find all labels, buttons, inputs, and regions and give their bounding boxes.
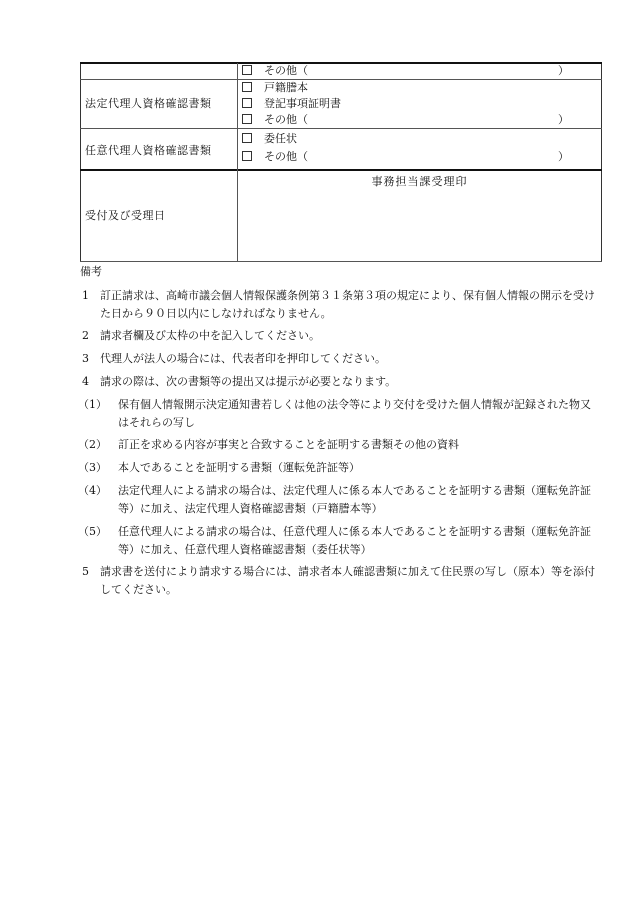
- column-divider: [237, 63, 238, 262]
- row-divider: [80, 128, 602, 129]
- reception-date-label: 受付及び受理日: [85, 209, 166, 222]
- checkbox-icon[interactable]: [242, 133, 252, 143]
- close-paren: ）: [558, 64, 569, 77]
- thick-frame-bottom: [80, 169, 602, 171]
- checkbox-icon[interactable]: [242, 98, 252, 108]
- note-subitem: （1） 保有個人情報開示決定通知書若しくは他の法令等により交付を受けた個人情報が記録された物又はそれらの写し: [78, 398, 591, 429]
- note-item: 4 請求の際は、次の書類等の提出又は提示が必要となります。: [82, 375, 397, 388]
- option-koseki[interactable]: 戸籍謄本: [241, 80, 601, 96]
- voluntary-agent-docs-label: 任意代理人資格確認書類: [85, 144, 212, 157]
- option-other-voluntary[interactable]: その他（ ）: [241, 149, 601, 165]
- checkbox-icon[interactable]: [242, 151, 252, 161]
- document-form-table: [80, 63, 602, 262]
- stamp-area-label: 事務担当課受理印: [371, 175, 468, 188]
- checkbox-icon[interactable]: [242, 114, 252, 124]
- note-item: 2 請求者欄及び太枠の中を記入してください。: [82, 329, 320, 342]
- close-paren: ）: [558, 113, 569, 126]
- note-item: 1 訂正請求は、高崎市議会個人情報保護条例第３１条第３項の規定により、保有個人情報の開示を受けた日から９０日以内にしなければなりません。: [82, 289, 595, 320]
- note-subitem: （3） 本人であることを証明する書類（運転免許証等）: [78, 461, 360, 474]
- close-paren: ）: [558, 150, 569, 163]
- note-item: 5 請求書を送付により請求する場合には、請求者本人確認書類に加えて住民票の写し（原本）等を添付してください。: [82, 565, 595, 596]
- checkbox-icon[interactable]: [242, 82, 252, 92]
- note-subitem: （4） 法定代理人による請求の場合は、法定代理人に係る本人であることを証明する書類（運転免許証等）に加え、法定代理人資格確認書類（戸籍謄本等）: [78, 484, 591, 515]
- table-bottom-border: [80, 261, 602, 262]
- checkbox-icon[interactable]: [242, 65, 252, 75]
- option-power-of-attorney[interactable]: 委任状: [241, 131, 601, 147]
- notes-title: 備考: [80, 265, 102, 278]
- note-subitem: （2） 訂正を求める内容が事実と合致することを証明する書類その他の資料: [78, 438, 459, 451]
- option-row-other[interactable]: その他（ ）: [241, 63, 601, 79]
- note-item: 3 代理人が法人の場合には、代表者印を押印してください。: [82, 352, 386, 365]
- option-registry-certificate[interactable]: 登記事項証明書: [241, 96, 601, 112]
- note-subitem: （5） 任意代理人による請求の場合は、任意代理人に係る本人であることを証明する書類（運転免許証等）に加え、任意代理人資格確認書類（委任状等）: [78, 525, 591, 556]
- option-other-legal[interactable]: その他（ ）: [241, 112, 601, 128]
- legal-agent-docs-label: 法定代理人資格確認書類: [85, 97, 212, 110]
